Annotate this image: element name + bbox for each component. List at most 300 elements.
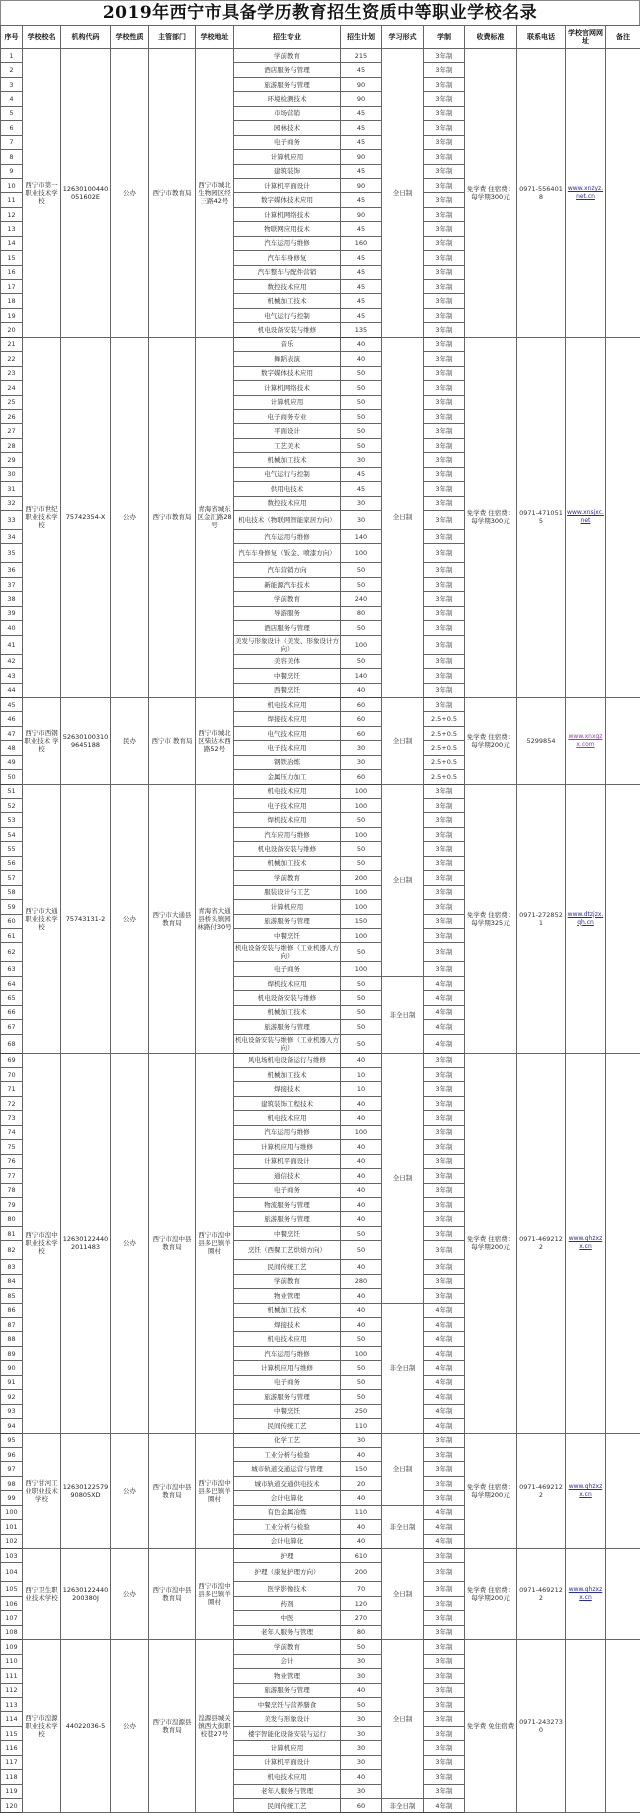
website-link[interactable]: www.qhzxzx.cn [566, 1549, 606, 1640]
enrollment-plan: 80 [341, 606, 382, 620]
header-years: 学制 [424, 26, 465, 49]
header-address: 学校地址 [196, 26, 234, 49]
row-index: 120 [1, 1799, 23, 1813]
major-name: 物业管理 [234, 1289, 341, 1303]
study-years: 3年制 [424, 1289, 465, 1303]
major-name: 音乐 [234, 337, 341, 351]
study-years: 3年制 [424, 453, 465, 467]
fee-standard: 免学费 住宿费：每学期325元 [465, 784, 517, 1053]
enrollment-plan: 280 [341, 1274, 382, 1288]
enrollment-plan: 30 [341, 1669, 382, 1683]
row-index: 12 [1, 207, 23, 221]
major-name: 机电技术应用 [234, 784, 341, 798]
major-name: 电子商务 [234, 135, 341, 149]
study-years: 3年制 [424, 813, 465, 827]
study-years: 3年制 [424, 280, 465, 294]
row-index: 55 [1, 842, 23, 856]
row-index: 22 [1, 352, 23, 366]
school-address: 西宁市城北生物园区经三路42号 [196, 49, 234, 338]
enrollment-plan: 150 [341, 914, 382, 928]
major-name: 学前教育 [234, 1640, 341, 1654]
row-index: 49 [1, 755, 23, 769]
row-index: 110 [1, 1654, 23, 1668]
study-years: 3年制 [424, 438, 465, 452]
row-index: 5 [1, 106, 23, 120]
row-index: 86 [1, 1303, 23, 1317]
row-index: 116 [1, 1741, 23, 1755]
major-name: 供用电技术 [234, 482, 341, 496]
study-years: 4年制 [424, 1534, 465, 1548]
enrollment-plan: 30 [341, 1784, 382, 1798]
major-name: 城市轨道交通运营与管理 [234, 1462, 341, 1476]
major-name: 计算机平面设计 [234, 178, 341, 192]
major-name: 电气技术应用 [234, 726, 341, 740]
enrollment-plan: 200 [341, 871, 382, 885]
major-name: 汽车整车与配件营销 [234, 265, 341, 279]
study-years: 4年制 [424, 1318, 465, 1332]
study-form: 全日制 [382, 1549, 424, 1640]
enrollment-plan: 90 [341, 77, 382, 91]
row-index: 85 [1, 1289, 23, 1303]
fee-standard: 免学费 住宿费：每学期200元 [465, 1549, 517, 1640]
study-years: 3年制 [424, 1212, 465, 1226]
study-years: 3年制 [424, 164, 465, 178]
row-index: 100 [1, 1505, 23, 1519]
study-years: 3年制 [424, 366, 465, 380]
row-index: 101 [1, 1520, 23, 1534]
enrollment-plan: 50 [341, 1020, 382, 1034]
study-years: 3年制 [424, 914, 465, 928]
enrollment-plan: 250 [341, 1404, 382, 1418]
major-name: 市场营销 [234, 106, 341, 120]
enrollment-plan: 610 [341, 1549, 382, 1563]
school-address: 青海省大通县桥头镇园林路付30号 [196, 784, 234, 1053]
row-index: 102 [1, 1534, 23, 1548]
major-name: 机械加工技术 [234, 1303, 341, 1317]
study-years: 3年制 [424, 1770, 465, 1784]
row-index: 53 [1, 813, 23, 827]
row-index: 77 [1, 1169, 23, 1183]
enrollment-plan: 60 [341, 712, 382, 726]
row-index: 78 [1, 1183, 23, 1197]
major-name: 老年人服务与管理 [234, 1784, 341, 1798]
major-name: 药剂 [234, 1596, 341, 1610]
enrollment-plan: 100 [341, 1346, 382, 1360]
fee-standard: 免学费 住宿费：每学期200元 [465, 697, 517, 784]
note [606, 784, 640, 1053]
contact-phone: 0971-4692122 [517, 1053, 566, 1433]
row-index: 50 [1, 770, 23, 784]
major-name: 焊接技术 [234, 1082, 341, 1096]
study-years: 3年制 [424, 654, 465, 668]
study-years: 4年制 [424, 976, 465, 990]
row-index: 11 [1, 193, 23, 207]
enrollment-plan: 110 [341, 1505, 382, 1519]
supervising-department: 西宁市 教育局 [149, 697, 196, 784]
study-years: 3年制 [424, 222, 465, 236]
study-years: 4年制 [424, 1375, 465, 1389]
enrollment-plan: 40 [341, 1197, 382, 1211]
row-index: 76 [1, 1154, 23, 1168]
study-years: 3年制 [424, 135, 465, 149]
major-name: 汽车运用与维修 [234, 530, 341, 544]
row-index: 108 [1, 1625, 23, 1639]
study-years: 3年制 [424, 943, 465, 962]
row-index: 3 [1, 77, 23, 91]
major-name: 服装设计与工艺 [234, 885, 341, 899]
row-index: 75 [1, 1140, 23, 1154]
major-name: 园林技术 [234, 121, 341, 135]
row-index: 10 [1, 178, 23, 192]
major-name: 机电设备安装与维修（工业机器人方向） [234, 943, 341, 962]
enrollment-plan: 40 [341, 1303, 382, 1317]
row-index: 63 [1, 962, 23, 976]
major-name: 机电技术（物联网智能家居方向） [234, 511, 341, 530]
study-years: 3年制 [424, 1053, 465, 1067]
enrollment-plan: 45 [341, 294, 382, 308]
enrollment-plan: 30 [341, 1726, 382, 1740]
study-years: 3年制 [424, 251, 465, 265]
study-years: 3年制 [424, 178, 465, 192]
school-name: 西宁市西钢职业技术 学校 [23, 697, 61, 784]
enrollment-plan: 240 [341, 592, 382, 606]
major-name: 民间传统工艺 [234, 1799, 341, 1813]
school-name: 西宁市第一职业技术学校 [23, 49, 61, 338]
table-row [1, 337, 640, 351]
enrollment-plan: 150 [341, 1462, 382, 1476]
table-row [1, 49, 640, 63]
table-row [1, 784, 640, 798]
enrollment-plan: 10 [341, 1082, 382, 1096]
row-index: 105 [1, 1582, 23, 1596]
row-index: 115 [1, 1726, 23, 1740]
header-major: 招生专业 [234, 26, 341, 49]
major-name: 钢铁冶炼 [234, 755, 341, 769]
enrollment-plan: 30 [341, 1741, 382, 1755]
major-name: 物流服务与管理 [234, 1197, 341, 1211]
enrollment-plan: 30 [341, 511, 382, 530]
header-study-form: 学习形式 [382, 26, 424, 49]
enrollment-plan: 40 [341, 1491, 382, 1505]
major-name: 医学影像技术 [234, 1582, 341, 1596]
major-name: 通信技术 [234, 1169, 341, 1183]
row-index: 29 [1, 453, 23, 467]
enrollment-plan: 100 [341, 544, 382, 563]
row-index: 97 [1, 1462, 23, 1476]
header-row [1, 26, 640, 49]
major-name: 计算机应用 [234, 395, 341, 409]
row-index: 91 [1, 1375, 23, 1389]
supervising-department: 西宁市湟中县教育局 [149, 1053, 196, 1433]
website-link[interactable]: www.qhzxzx.cn [566, 1433, 606, 1549]
study-years: 4年制 [424, 1520, 465, 1534]
row-index: 62 [1, 943, 23, 962]
study-years: 3年制 [424, 544, 465, 563]
row-index: 9 [1, 164, 23, 178]
study-form: 非全日制 [382, 976, 424, 1053]
website-link[interactable]: www.xnsjxc.net [566, 337, 606, 697]
major-name: 学前教育 [234, 49, 341, 63]
major-name: 美发与形象设计 [234, 1712, 341, 1726]
major-name: 物业管理 [234, 1669, 341, 1683]
major-name: 数控技术应用 [234, 280, 341, 294]
enrollment-plan: 45 [341, 467, 382, 481]
row-index: 59 [1, 900, 23, 914]
study-years: 3年制 [424, 1640, 465, 1654]
study-form: 全日制 [382, 1053, 424, 1303]
enrollment-plan: 90 [341, 92, 382, 106]
org-code: 1263012257990805XD [61, 1433, 111, 1549]
study-years: 3年制 [424, 1611, 465, 1625]
enrollment-plan: 40 [341, 1140, 382, 1154]
study-years: 3年制 [424, 1596, 465, 1610]
study-years: 3年制 [424, 381, 465, 395]
major-name: 建筑装饰 [234, 164, 341, 178]
study-years: 3年制 [424, 308, 465, 322]
study-form: 全日制 [382, 1640, 424, 1799]
study-years: 3年制 [424, 928, 465, 942]
school-nature: 公办 [111, 49, 149, 338]
study-years: 3年制 [424, 1111, 465, 1125]
row-index: 95 [1, 1433, 23, 1447]
row-index: 87 [1, 1318, 23, 1332]
table-row [1, 1549, 640, 1563]
note [606, 49, 640, 338]
header-nature: 学校性质 [111, 26, 149, 49]
enrollment-plan: 140 [341, 669, 382, 683]
table-row [1, 1433, 640, 1447]
major-name: 民间传统工艺 [234, 1419, 341, 1433]
major-name: 机电设备安装与维修 [234, 842, 341, 856]
header-fee: 收费标准 [465, 26, 517, 49]
study-years: 2.5+0.5 [424, 741, 465, 755]
study-years: 3年制 [424, 799, 465, 813]
enrollment-plan: 50 [341, 621, 382, 635]
study-years: 3年制 [424, 467, 465, 481]
enrollment-plan: 80 [341, 1625, 382, 1639]
org-code: 75742354-X [61, 337, 111, 697]
major-name: 护理（康复护理方向） [234, 1563, 341, 1582]
website-link[interactable]: www.dtzjzx.qh.cn [566, 784, 606, 1053]
table-row [1, 697, 640, 711]
major-name: 金属压力加工 [234, 770, 341, 784]
major-name: 计算机平面设计 [234, 1755, 341, 1769]
row-index: 41 [1, 635, 23, 654]
enrollment-plan: 140 [341, 530, 382, 544]
major-name: 电气运行与控制 [234, 308, 341, 322]
row-index: 54 [1, 827, 23, 841]
major-name: 风电场机电设备运行与维修 [234, 1053, 341, 1067]
enrollment-plan: 100 [341, 885, 382, 899]
enrollment-plan: 50 [341, 438, 382, 452]
row-index: 38 [1, 592, 23, 606]
enrollment-plan: 70 [341, 1582, 382, 1596]
major-name: 机械加工技术 [234, 294, 341, 308]
school-name: 西宁市湟源职业技术学校 [23, 1640, 61, 1813]
contact-phone: 5299854 [517, 697, 566, 784]
enrollment-plan: 45 [341, 482, 382, 496]
enrollment-plan: 50 [341, 1332, 382, 1346]
row-index: 109 [1, 1640, 23, 1654]
study-years: 3年制 [424, 1462, 465, 1476]
major-name: 计算机应用与维修 [234, 1140, 341, 1154]
row-index: 40 [1, 621, 23, 635]
enrollment-plan: 30 [341, 453, 382, 467]
study-years: 3年制 [424, 1125, 465, 1139]
enrollment-plan: 50 [341, 1226, 382, 1240]
row-index: 24 [1, 381, 23, 395]
study-years: 3年制 [424, 1241, 465, 1260]
row-index: 1 [1, 49, 23, 63]
major-name: 机械加工技术 [234, 453, 341, 467]
study-years: 3年制 [424, 784, 465, 798]
enrollment-plan: 110 [341, 1419, 382, 1433]
row-index: 36 [1, 563, 23, 577]
major-name: 焊机技术应用 [234, 976, 341, 990]
study-years: 3年制 [424, 1169, 465, 1183]
row-index: 6 [1, 121, 23, 135]
major-name: 机电技术应用 [234, 1111, 341, 1125]
row-index: 45 [1, 697, 23, 711]
enrollment-plan: 45 [341, 164, 382, 178]
major-name: 会计电算化 [234, 1491, 341, 1505]
enrollment-plan: 50 [341, 409, 382, 423]
website-link[interactable]: www.xnxgzx.com [566, 697, 606, 784]
row-index: 92 [1, 1390, 23, 1404]
row-index: 2 [1, 63, 23, 77]
study-years: 3年制 [424, 1274, 465, 1288]
study-years: 3年制 [424, 236, 465, 250]
enrollment-plan: 50 [341, 563, 382, 577]
school-address: 西宁市湟中县多巴镇羊圈村 [196, 1433, 234, 1549]
enrollment-plan: 50 [341, 943, 382, 962]
row-index: 107 [1, 1611, 23, 1625]
row-index: 56 [1, 856, 23, 870]
major-name: 机电设备安装与维修 [234, 323, 341, 337]
enrollment-plan: 120 [341, 1596, 382, 1610]
study-years: 3年制 [424, 511, 465, 530]
study-years: 3年制 [424, 1669, 465, 1683]
row-index: 61 [1, 928, 23, 942]
enrollment-plan: 60 [341, 726, 382, 740]
website-link[interactable]: www.qhzxzx.cn [566, 1053, 606, 1433]
enrollment-plan: 45 [341, 63, 382, 77]
enrollment-plan: 30 [341, 755, 382, 769]
row-index: 26 [1, 409, 23, 423]
study-years: 4年制 [424, 1034, 465, 1053]
major-name: 旅游服务与管理 [234, 914, 341, 928]
major-name: 西餐烹饪 [234, 683, 341, 697]
header-phone: 联系电话 [517, 26, 566, 49]
supervising-department: 西宁市湟中县教育局 [149, 1433, 196, 1549]
major-name: 计算机应用与维修 [234, 1361, 341, 1375]
enrollment-plan: 40 [341, 1520, 382, 1534]
study-years: 3年制 [424, 1755, 465, 1769]
school-name: 西宁市大通职业技术学校 [23, 784, 61, 1053]
row-index: 64 [1, 976, 23, 990]
major-name: 旅游服务与管理 [234, 1683, 341, 1697]
study-years: 4年制 [424, 1005, 465, 1019]
enrollment-plan: 60 [341, 1799, 382, 1813]
enrollment-plan: 50 [341, 366, 382, 380]
major-name: 建筑装饰工程技术 [234, 1096, 341, 1110]
study-years: 3年制 [424, 1226, 465, 1240]
school-address: 西宁市城北区柴达木西路52号 [196, 697, 234, 784]
enrollment-plan: 50 [341, 424, 382, 438]
study-years: 3年制 [424, 1712, 465, 1726]
contact-phone: 0971-4692122 [517, 1549, 566, 1640]
website-link[interactable]: www.xnzyz.net.cn [566, 49, 606, 338]
row-index: 96 [1, 1447, 23, 1461]
study-years: 2.5+0.5 [424, 755, 465, 769]
row-index: 15 [1, 251, 23, 265]
study-years: 3年制 [424, 294, 465, 308]
enrollment-plan: 40 [341, 683, 382, 697]
major-name: 电子技术应用 [234, 799, 341, 813]
major-name: 机械加工技术 [234, 856, 341, 870]
enrollment-plan: 45 [341, 265, 382, 279]
major-name: 旅游服务与管理 [234, 1390, 341, 1404]
study-years: 3年制 [424, 1260, 465, 1274]
major-name: 导游服务 [234, 606, 341, 620]
study-form: 非全日制 [382, 1799, 424, 1813]
contact-phone: 0971-2728521 [517, 784, 566, 1053]
row-index: 51 [1, 784, 23, 798]
enrollment-plan: 45 [341, 251, 382, 265]
enrollment-plan: 135 [341, 323, 382, 337]
study-years: 3年制 [424, 1476, 465, 1490]
enrollment-plan: 200 [341, 1563, 382, 1582]
major-name: 中餐烹饪 [234, 1226, 341, 1240]
note [606, 1640, 640, 1813]
row-index: 8 [1, 150, 23, 164]
major-name: 民间传统工艺 [234, 1260, 341, 1274]
major-name: 汽车运用与维修 [234, 236, 341, 250]
row-index: 84 [1, 1274, 23, 1288]
enrollment-plan: 30 [341, 496, 382, 510]
enrollment-plan: 40 [341, 1447, 382, 1461]
note [606, 1433, 640, 1549]
contact-phone: 0971-4692122 [517, 1433, 566, 1549]
row-index: 37 [1, 577, 23, 591]
row-index: 60 [1, 914, 23, 928]
major-name: 数字媒体技术应用 [234, 193, 341, 207]
major-name: 汽车运用与维修 [234, 1125, 341, 1139]
enrollment-plan: 50 [341, 842, 382, 856]
fee-standard: 免学费 住宿费：每学期200元 [465, 1433, 517, 1549]
enrollment-plan: 50 [341, 1361, 382, 1375]
enrollment-plan: 40 [341, 352, 382, 366]
major-name: 计算机应用 [234, 900, 341, 914]
study-form: 非全日制 [382, 1303, 424, 1433]
row-index: 103 [1, 1549, 23, 1563]
major-name: 汽车车身修复 [234, 251, 341, 265]
enrollment-plan: 40 [341, 1534, 382, 1548]
row-index: 44 [1, 683, 23, 697]
row-index: 33 [1, 511, 23, 530]
major-name: 计算机网络技术 [234, 381, 341, 395]
enrollment-plan: 40 [341, 1053, 382, 1067]
enrollment-plan: 40 [341, 1683, 382, 1697]
website-link[interactable] [566, 1640, 606, 1813]
enrollment-plan: 40 [341, 337, 382, 351]
study-years: 3年制 [424, 856, 465, 870]
major-name: 机电技术应用 [234, 1332, 341, 1346]
school-address: 西宁市湟中县多巴镇羊圈村 [196, 1549, 234, 1640]
study-years: 3年制 [424, 1625, 465, 1639]
study-years: 3年制 [424, 1582, 465, 1596]
major-name: 机电技术应用 [234, 1770, 341, 1784]
